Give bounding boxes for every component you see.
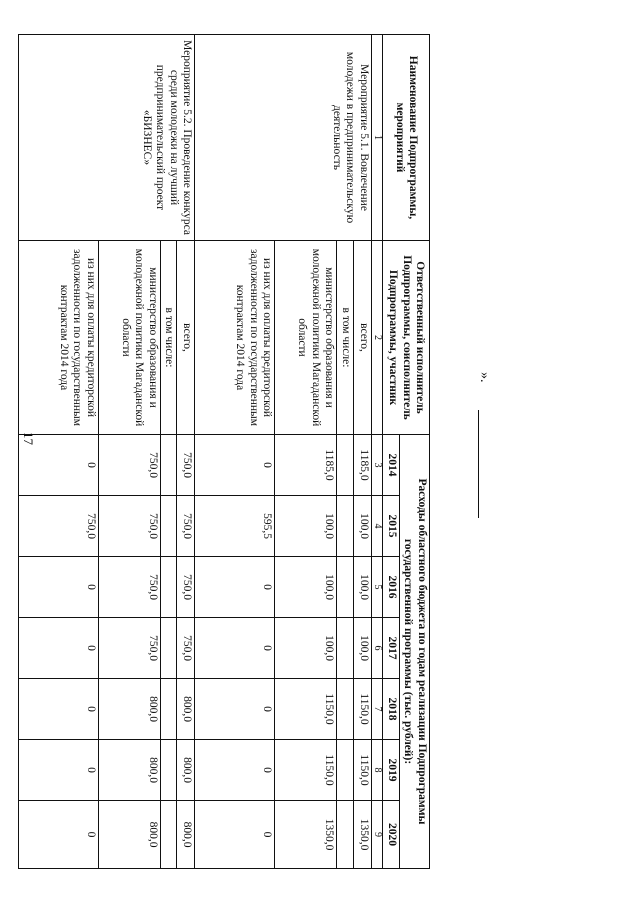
- value-cell: 0: [18, 557, 98, 618]
- value-cell: 1185,0: [353, 435, 371, 496]
- value-cell: 1150,0: [275, 679, 337, 740]
- value-cell: 0: [18, 801, 98, 869]
- value-cell: 750,0: [177, 435, 195, 496]
- rotated-document: [57, 34, 430, 868]
- value-cell: 1350,0: [275, 801, 337, 869]
- year-header: 2020: [382, 801, 399, 869]
- row-label: из них для оплаты кредиторской задолженности по государственным контрактам 2014 года: [195, 241, 275, 435]
- column-index: 1: [371, 35, 382, 241]
- value-cell: 750,0: [98, 496, 160, 557]
- value-cell: [160, 801, 177, 869]
- value-cell: 750,0: [98, 557, 160, 618]
- row-label: в том числе:: [160, 241, 177, 435]
- column-index: 9: [371, 801, 382, 869]
- value-cell: [337, 496, 354, 557]
- value-cell: [337, 801, 354, 869]
- value-cell: [337, 618, 354, 679]
- closing-line: [478, 410, 479, 518]
- column-index: 2: [371, 241, 382, 435]
- value-cell: [160, 496, 177, 557]
- value-cell: [337, 679, 354, 740]
- header-expenses: Расходы областного бюджета по годам реализации Подпрограммы государственной программы (тыс. рублей):: [399, 435, 429, 869]
- value-cell: [160, 618, 177, 679]
- year-header: 2016: [382, 557, 399, 618]
- measure-name: Мероприятие 5.1. Вовлечение молодежи в предпринимательскую деятельность: [195, 35, 372, 241]
- value-cell: [337, 740, 354, 801]
- value-cell: 100,0: [353, 618, 371, 679]
- row-label: из них для оплаты кредиторской задолженности по государственным контрактам 2014 года: [18, 241, 98, 435]
- table-row: [353, 35, 371, 869]
- value-cell: 750,0: [98, 618, 160, 679]
- value-cell: 100,0: [275, 557, 337, 618]
- column-index: 7: [371, 679, 382, 740]
- measure-name: Мероприятие 5.2. Проведение конкурса среди молодежи на лучший предпринимательский проект «БИЗНЕС»: [18, 35, 195, 241]
- year-header: 2019: [382, 740, 399, 801]
- row-label: в том числе:: [337, 241, 354, 435]
- value-cell: 100,0: [275, 496, 337, 557]
- value-cell: 0: [195, 740, 275, 801]
- value-cell: 800,0: [177, 679, 195, 740]
- value-cell: 1150,0: [353, 740, 371, 801]
- column-index: 4: [371, 496, 382, 557]
- value-cell: 750,0: [177, 557, 195, 618]
- value-cell: 0: [18, 679, 98, 740]
- value-cell: 800,0: [98, 740, 160, 801]
- year-header: 2014: [382, 435, 399, 496]
- row-label: министерство образования и молодежной политики Магаданской области: [98, 241, 160, 435]
- table-body: [18, 35, 382, 869]
- closing-mark: ».: [477, 372, 492, 383]
- value-cell: [160, 679, 177, 740]
- header-executor: Ответственный исполнитель Подпрограммы, соисполнитель Подпрограммы, участник: [382, 241, 429, 435]
- value-cell: 0: [18, 435, 98, 496]
- value-cell: [337, 557, 354, 618]
- value-cell: [160, 740, 177, 801]
- value-cell: 750,0: [177, 618, 195, 679]
- value-cell: 0: [18, 740, 98, 801]
- year-header: 2015: [382, 496, 399, 557]
- value-cell: 750,0: [177, 496, 195, 557]
- value-cell: 0: [195, 679, 275, 740]
- column-index: 3: [371, 435, 382, 496]
- value-cell: 800,0: [98, 679, 160, 740]
- value-cell: 750,0: [98, 435, 160, 496]
- value-cell: 800,0: [177, 740, 195, 801]
- header-name: Наименование Подпрограммы, мероприятий: [382, 35, 429, 241]
- year-header: 2018: [382, 679, 399, 740]
- value-cell: 100,0: [353, 557, 371, 618]
- value-cell: [160, 435, 177, 496]
- value-cell: 1150,0: [353, 679, 371, 740]
- column-index: 5: [371, 557, 382, 618]
- column-index: 8: [371, 740, 382, 801]
- value-cell: [160, 557, 177, 618]
- value-cell: 0: [195, 618, 275, 679]
- value-cell: 100,0: [275, 618, 337, 679]
- row-label: всего,: [353, 241, 371, 435]
- row-label: всего,: [177, 241, 195, 435]
- value-cell: 1150,0: [275, 740, 337, 801]
- column-index: 6: [371, 618, 382, 679]
- value-cell: 100,0: [353, 496, 371, 557]
- value-cell: 0: [195, 801, 275, 869]
- value-cell: 1185,0: [275, 435, 337, 496]
- year-header: 2017: [382, 618, 399, 679]
- table-row: [177, 35, 195, 869]
- value-cell: 1350,0: [353, 801, 371, 869]
- value-cell: 595,5: [195, 496, 275, 557]
- value-cell: 800,0: [177, 801, 195, 869]
- value-cell: 750,0: [18, 496, 98, 557]
- page-number: 17: [21, 432, 36, 445]
- value-cell: 800,0: [98, 801, 160, 869]
- value-cell: 0: [18, 618, 98, 679]
- value-cell: 0: [195, 435, 275, 496]
- value-cell: 0: [195, 557, 275, 618]
- budget-table: [18, 34, 430, 869]
- row-label: министерство образования и молодежной политики Магаданской области: [275, 241, 337, 435]
- value-cell: [337, 435, 354, 496]
- column-index-row: [371, 35, 382, 869]
